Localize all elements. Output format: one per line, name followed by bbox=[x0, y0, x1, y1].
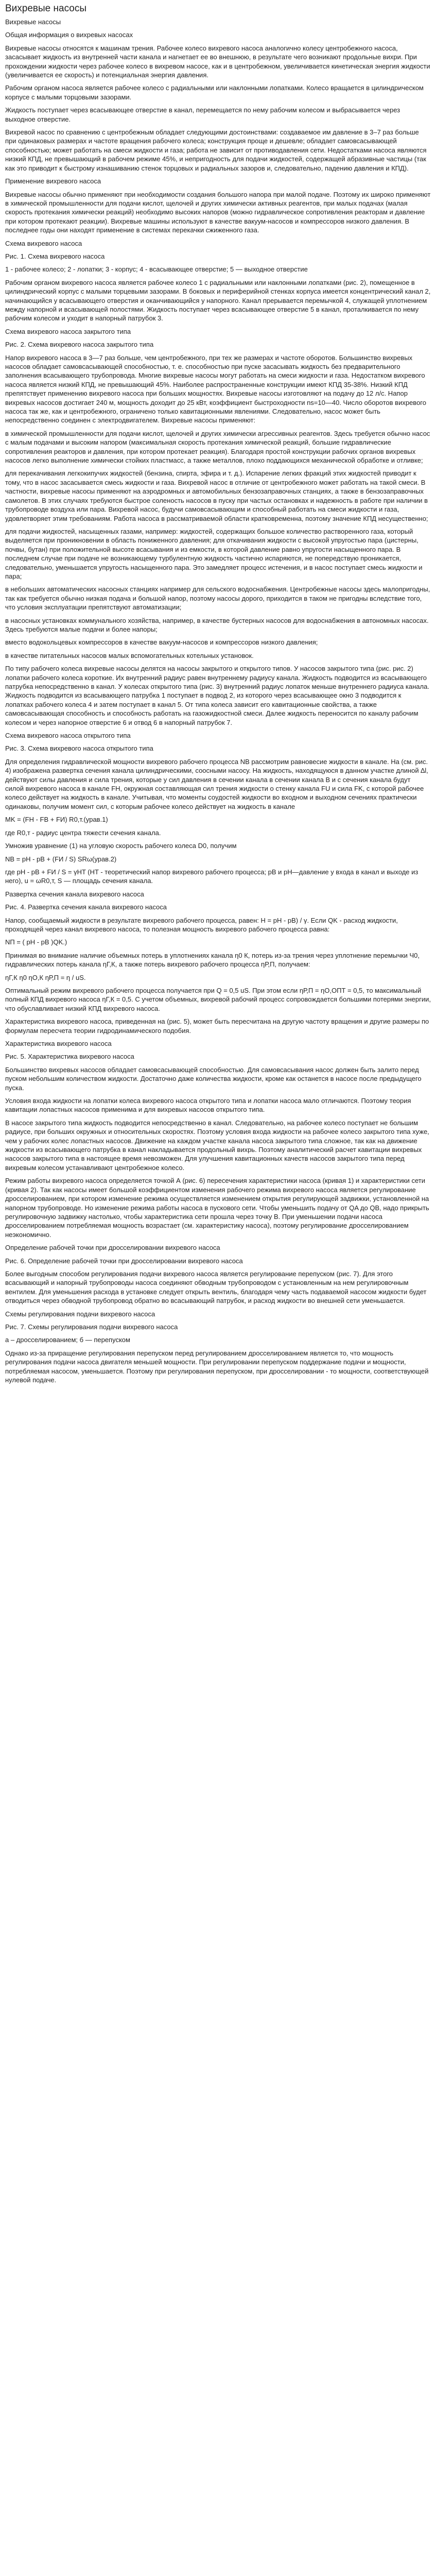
paragraph: вместо водокольцевых компрессоров в качестве вакуум-насосов и компрессоров низкого давления; bbox=[5, 638, 318, 647]
paragraph: Рис. 7. Схемы регулирования подачи вихревого насоса bbox=[5, 1323, 178, 1331]
paragraph: Определение рабочей точки при дросселировании вихревого насоса bbox=[5, 1244, 220, 1252]
paragraph: Режим работы вихревого насоса определяется точкой А (рис. 6) пересечения характеристики насоса (кривая 1) и характеристики сети (кривая 2). Так как насосы имеет большой коэффициентом изменения рабочего режима вихревого насоса является регулирование дросселированием, при котором изменение режима осуществляется изменением открытия регулирующей задвижки, установленной на напорном трубопроводе. Но изменение режима работы насоса в пускового сети. Чтобы уменьшить подачу от QA до QB, надо прикрыть регулировочную задвижку настолько, чтобы характеристика сети прошла через точку В. При уменьшении подачи насоса дросселированием потребляемая мощность возрастает (см. характеристику насоса), поэтому регулирование дросселированием неэкономично. bbox=[5, 1177, 429, 1239]
paragraph: Жидкость поступает через всасывающее отверстие в канал, перемещается по нему рабочим колесом и выбрасывается через выходное отверстие. bbox=[5, 106, 400, 123]
article-body bbox=[5, 18, 431, 1384]
paragraph: Развертка сечения канала вихревого насоса bbox=[5, 890, 144, 898]
paragraph: NB = pH - pB + (FИ / S) SRω(урав.2) bbox=[5, 855, 117, 863]
paragraph: Большинство вихревых насосов обладает самовсасывающей способностью. Для самовсасывания насос должен быть залито перед пуском небольшим количеством жидкости. Достаточно даже количества жидкости, кроме как останется в насосе после предыдущего пуска. bbox=[5, 1065, 422, 1092]
paragraph: в небольших автоматических насосных станциях например для сельского водоснабжения. Центробежные насосы здесь малопригодны, так как требуется обычно низкая подача и большой напор, поэтому насосы дорого, приходится в таком не пригодны вследствие того, что условия эксплуатации препятствуют автоматизации; bbox=[5, 585, 430, 612]
paragraph: Рис. 2. Схема вихревого насоса закрытого типа bbox=[5, 341, 154, 349]
paragraph: а – дросселированием; б — перепуском bbox=[5, 1336, 130, 1344]
paragraph: Вихревой насос по сравнению с центробежным обладает следующими достоинствами: создаваемое им давление в 3–7 раз больше при одинаковых размерах и частоте вращения рабочего колеса; конструкция проще и дешевле; обладает самовсасывающей способностью; может работать на смеси жидкости и газа; работа не зависит от противодавления сети. Недостатками насоса являются низкий КПД, не превышающий в рабочем режиме 45%, и непригодность для подачи жидкостей, содержащей абразивные частицы (так как это приводит к быстрому изнашиванию стенок торцовых и радиальных зазоров и, следовательно, падению давления и КПД). bbox=[5, 128, 427, 172]
paragraph: ηГ,К η0 ηО,К ηР,П = η / uS. bbox=[5, 973, 86, 981]
paragraph: в насосных установках коммунального хозяйства, например, в качестве бустерных насосов для водоснабжения в автономных насосах. Здесь требуются малые подачи и более напоры; bbox=[5, 616, 429, 633]
paragraph: Схемы регулирования подачи вихревого насоса bbox=[5, 1310, 155, 1318]
paragraph: Для определения гидравлической мощности вихревого рабочего процесса NВ рассмотрим равновесие жидкости в канале. На (см. рис. 4) изображена развертка сечения канала цилиндрическими, соосными насосу. На жидкость, находящуюся в данном участке длиной ∆l, действуют силы давления и сила трения, которые у сил давления в сечении канала в сечении канала В и с сечения канала будут силой вихревого насоса в канале FH, окружная составляющая сил трения жидкости о стенку канала FU и сила FK, с которой рабочее колесо действует на жидкость в канале. Учитывая, что моменты соудостей жидкости во входном и выходном сечениях практически одинаковы, получим момент сил, с которым рабочее колесо действует на жидкость в канале bbox=[5, 757, 428, 810]
paragraph: NП = ( pH - pB )QK.) bbox=[5, 938, 67, 946]
paragraph: Схема вихревого насоса bbox=[5, 239, 82, 247]
paragraph: Рабочим органом вихревого насоса является рабочее колесо 1 с радиальными или наклонными лопатками (рис. 2), помещенное в цилиндрический корпус с малыми торцевыми зазорами. В боковых и периферийной стенках корпуса имеется концентрический канал 2, начинающийся у всасывающего отверстия и оканчивающийся у напорного. Канал прерывается перемычкой 4, служащей уплотнением между напорной и всасывающей полостями. Жидкость поступает через всасывающее отверстие 5 в канал, проталкивается по нему рабочим колесом и уходит в напорный патрубок 3. bbox=[5, 278, 431, 323]
paragraph: Общая информация о вихревых насосах bbox=[5, 31, 133, 39]
paragraph: Вихревые насосы относятся к машинам трения. Рабочее колесо вихревого насоса аналогично колесу центробежного насоса, засасывает жидкость из внутренней части канала и нагнетает ее во внешнюю, в результате чего возникают продольные вихри. При прохождении жидкости через рабочее колесо в вихревом насосе, как и в центробежном, увеличивается кинетическая энергия жидкости (увеличивается ее скорость) и потенциальная энергия давления. bbox=[5, 44, 430, 79]
paragraph: Рис. 4. Развертка сечения канала вихревого насоса bbox=[5, 903, 167, 911]
paragraph: в химической промышленности для подачи кислот, щелочей и других химически агрессивных реагентов. Здесь требуется обычно насос с малым подачами и высоким напором (максимальная скорость протекания химической реакций, большие гидравлические сопротивления реакторов и давления, при котором протекает реакция). Благодаря простой конструкции рабочих органов вихревых насосов легко выполнение химически стойких пластмасс, а также металлов, плохо поддающихся механической обработке и отливке; bbox=[5, 429, 430, 465]
paragraph: Оптимальный режим вихревого рабочего процесса получается при Q = 0,5 uS. При этом если ηР,П = ηО,ОПТ = 0,5, то максимальный полный КПД вихревого насоса ηГ,К = 0,5. С учетом объемных, вихревой рабочий процесс сопровождается большими потерями энергии, что обуславливает низкий КПД вихревого насоса. bbox=[5, 986, 431, 1012]
page-title: Вихревые насосы bbox=[5, 3, 87, 14]
paragraph: Вихревые насосы обычно применяют при необходимости создания большого напора при малой подаче. Поэтому их широко применяют в химической промышленности для подачи кислот, щелочей и других химически активных реагентов, при малых подачах (малая скорость протекания химически реакций) необходимо высоких напоров (можно гидравлическое сопротивления реакторам и давление при котором протекают реакции). Вихревые машины используют в качестве вакуум-насосов и компрессоров низкого давления. В последнее годы они находят применение в системах перекачки сжиженного газа. bbox=[5, 190, 431, 234]
paragraph: Рис. 3. Схема вихревого насоса открытого типа bbox=[5, 744, 153, 753]
paragraph: Применение вихревого насоса bbox=[5, 177, 101, 185]
paragraph: Рис. 6. Определение рабочей точки при дросселировании вихревого насоса bbox=[5, 1257, 243, 1265]
paragraph: Условия входа жидкости на лопатки колеса вихревого насоса открытого типа и лопатки насоса мало отличаются. Поэтому теория кавитации лопастных насосов применима и для вихревых насосов открытого типа. bbox=[5, 1097, 411, 1114]
paragraph: Рабочим органом насоса является рабочее колесо с радиальными или наклонными лопатками. Колесо вращается в цилиндрическом корпусе с малыми торцовыми зазорами. bbox=[5, 84, 424, 101]
paragraph: Схема вихревого насоса закрытого типа bbox=[5, 327, 131, 335]
paragraph: где R0,т - радиус центра тяжести сечения канала. bbox=[5, 828, 161, 837]
paragraph: Более выгодным способом регулирования подачи вихревого насоса является регулирование перепуском (рис. 7). Для этого всасывающий и напорный трубопроводы насоса соединяют обводным трубопроводом с установленным на нем регулировочным вентилем. Для уменьшения расхода в установке следует открыть вентиль, благодаря чему часть подаваемой насосом жидкости будет отводиться через обводной трубопровод обратно во всасывающий патрубок, и расход жидкости во внешней сети уменьшается. bbox=[5, 1269, 427, 1305]
paragraph: MK = (FH - FB + FИ) R0,т.(урав.1) bbox=[5, 816, 108, 824]
paragraph: для перекачивания легкокипучих жидкостей (бензина, спирта, эфира и т. д.). Испарение легких фракций этих жидкостей приводит к тому, что в насос засасывается смесь жидкости и газа. Вихревой насос в отличие от центробежного может работать на такой смеси. В частности, вихревые насосы применяют на аэродромных и автомобильных бензозаправочных станциях, а также в бензозаправочных самолетов. В этих случаях требуются быстрое соленость насосов в пуску при частых остановках и надежность в работе при наличии в трубопроводе воздуха или пара. Вихревой насос, будучи самовсасывающим и способный работать на смеси жидкости и газа, удовлетворяет этим требованиям. Работа насоса в рассматриваемой области кратковременна, поэтому значение КПД несущественно; bbox=[5, 469, 428, 522]
paragraph: Напор, сообщаемый жидкости в результате вихревого рабочего процесса, равен: H = pH - pB) / γ. Если QK - расход жидкости, проходящей через канал вихревого насоса, то полезная мощность вихревого рабочего процесса равна: bbox=[5, 916, 398, 933]
paragraph: где pH - pB + FИ / S = γHT (HT - теоретический напор вихревого рабочего процесса; pB и pH—давление у входа в канал и выходе из него), u = ωR0,т, S — площадь сечения канала. bbox=[5, 868, 418, 885]
paragraph: Рис. 5. Характеристика вихревого насоса bbox=[5, 1053, 134, 1061]
paragraph: По типу рабочего колеса вихревые насосы делятся на насосы закрытого и открытого типов. У насосов закрытого типа (рис. рис. 2) лопатки рабочего колеса короткие. Их внутренний радиус равен внутреннему радиусу канала. Жидкость подводится из всасывающего патрубка непосредственно в канал. У колесах открытого типа (рис. 3) внутренний радиус лопаток меньше внутреннего радиуса канала. Жидкость подводится из всасывающего патрубка 1 поступает в подвод 2, из которого через всасывающее окно 3 подводится к лопатках рабочего колеса 4 и затем поступает в канал 5. От типа колеса зависит его кавитационные свойства, а также самовсасывающая способность и способность работать на газожидкостной смеси. Далее жидкость переносится по каналу рабочим колесом и через напорное отверстие 6 и отвод 6 в напорный патрубок 7. bbox=[5, 665, 429, 726]
paragraph: Характеристика вихревого насоса bbox=[5, 1040, 112, 1047]
paragraph: 1 - рабочее колесо; 2 - лопатки; 3 - корпус; 4 - всасывающее отверстие; 5 — выходное отверстие bbox=[5, 265, 308, 274]
paragraph: В насосе закрытого типа жидкость подводится непосредственно в канал. Следовательно, на рабочее колесо поступает не большим радиусе, при больших окружных и относительных скоростях. Поэтому условия входа жидкости на рабочее колесо закрытого типа хуже, чем у рабочих колес лопастных насосов. Движение на каждом участке канала насоса закрытого типа сложное, так как на движение жидкости из всасывающего патрубка в канал накладывается продольный вихрь. Поэтому аналитический расчет кавитации вихревых насосов закрытого типа в настоящее время невозможен. Для улучшения кавитационных качеств насосов закрытого типа перед вихревым колесом устанавливают центробежное колесо. bbox=[5, 1118, 429, 1172]
paragraph: Характеристика вихревого насоса, приведенная на (рис. 5), может быть пересчитана на другую частоту вращения и другие размеры по формулам пересчета теории гидродинамического подобия. bbox=[5, 1018, 429, 1035]
paragraph: Схема вихревого насоса открытого типа bbox=[5, 732, 131, 740]
paragraph: Умножив уравнение (1) на угловую скорость рабочего колеса D0, получим bbox=[5, 842, 237, 850]
paragraph: Рис. 1. Схема вихревого насоса bbox=[5, 252, 105, 260]
paragraph: Вихревые насосы bbox=[5, 18, 61, 26]
paragraph: Однако из-за приращение регулирования перепуском перед регулированием дросселированием является то, что мощность регулирования подачи насоса двигателя меньшей мощности. При регулировании перепуском поддержание подачи и мощности, потребляемая насосом, уменьшается. Поэтому при регулирования перепуском, при дросселировании - то мощности, соответствующей нулевой подаче. bbox=[5, 1349, 429, 1384]
paragraph: Напор вихревого насоса в 3—7 раз больше, чем центробежного, при тех же размерах и частоте оборотов. Большинство вихревых насосов обладает самовсасывающей способностью, т. е. способностью при пуске засасывать жидкость без предварительного заполнения всасывающего трубопровода. Многие вихревые насосы могут работать на смеси жидкости и газа. Недостатком вихревого насоса является низкий КПД, не превышающий 45%. Наиболее распространенные конструкции имеют КПД 35-38%. Низкий КПД препятствует применению вихревого насоса при больших мощностях. Вихревые насосы изготовляют на подачу до 12 л/с. Напор вихревых насосов достигает 240 м, мощность доходит до 25 кВт, коэффициент быстроходности ns=10—40. Число оборотов вихревого насоса так же, как и центробежного, ограничено только кавитационными явлениями. Следовательно, насос может быть непосредственно соединен с электродвигателем. Вихревые насосы применяют: bbox=[5, 353, 426, 425]
paragraph: для подачи жидкостей, насыщенных газами, например: жидкостей, содержащих большое количество растворенного газа, который выделяется при проникновении в область пониженного давления; для откачивания жидкости с высокой упругостью пара (цистерны, почвы, бутан) при положительной высоте всасывания и из емкости, в которой давление равно упругости насыщенного пара. В последнем случае при подаче не возникающему турбулентную жидкость частично испаряются, не попередствую проникается, следовательно, уменьшается упругость насыщенного пара. Это замедляет процесс истечения, и в насос поступает смесь жидкости и пара; bbox=[5, 527, 423, 580]
paragraph: в качестве питательных насосов малых вспомогательных котельных установок. bbox=[5, 651, 254, 659]
paragraph: Принимая во внимание наличие объемных потерь в уплотнениях канала η0 К, потерь из-за трения через уплотнение перемычки Ч0, гидравлических потерь канала ηГ,К, а также потерь вихревого рабочего процесса ηР,П, получаем: bbox=[5, 951, 420, 969]
